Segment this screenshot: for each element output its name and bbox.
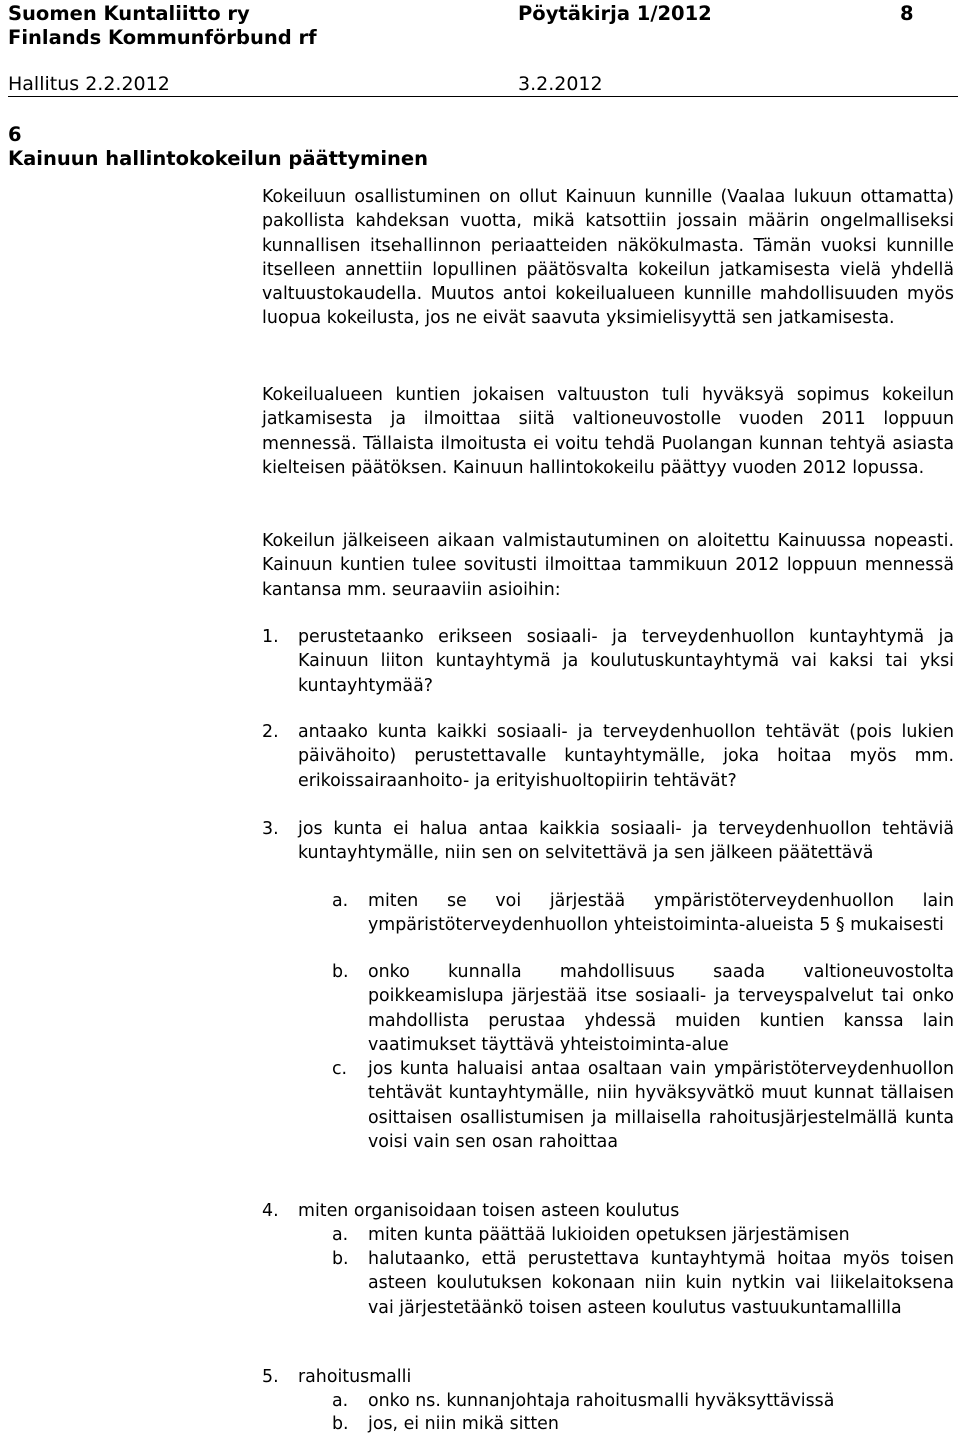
org-name-sv: Finlands Kommunförbund rf: [8, 26, 317, 49]
question-3a-text: miten se voi järjestää ympäristöterveydenhuollon lain ympäristöterveydenhuollon yhteistoiminta-alueista 5 § mukaisesti: [368, 891, 954, 936]
page-number: 8: [900, 2, 914, 25]
question-1-number: 1.: [262, 627, 279, 647]
question-2-number: 2.: [262, 722, 279, 742]
org-name-fi: Suomen Kuntaliitto ry: [8, 2, 250, 25]
section-number: 6: [8, 123, 22, 146]
question-3-text: jos kunta ei halua antaa kaikkia sosiaali- ja terveydenhuollon tehtäviä kuntayhtymälle, niin sen on selvitettävä ja sen jälkeen päätettävä: [298, 819, 954, 864]
question-4b-text: halutaanko, että perustettava kuntayhtymä hoitaa myös toisen asteen koulutuksen kokonaan niin kuin nytkin vai liikelaitoksena vai järjestetäänkö toisen asteen koulutus vastuukuntamallilla: [368, 1249, 954, 1318]
document-id: Pöytäkirja 1/2012: [518, 2, 712, 25]
question-1-text: perustetaanko erikseen sosiaali- ja terveydenhuollon kuntayhtymä ja Kainuun liiton kuntayhtymä ja koulutuskuntayhtymä vai kaksi tai yksi kuntayhtymää?: [298, 627, 954, 696]
question-5-number: 5.: [262, 1367, 279, 1387]
question-3c-text: jos kunta haluaisi antaa osaltaan vain ympäristöterveydenhuollon tehtävät kuntayhtymälle, niin hyväksyvätkö muut kunnat tällaisen osittaisen osallistumisen ja millaisella rahoitusjärjestelmällä kunta voisi vain sen osan rahoittaa: [368, 1059, 954, 1152]
question-2-text: antaako kunta kaikki sosiaali- ja terveydenhuollon tehtävät (pois lukien päivähoito) perustettavalle kuntayhtymälle, joka hoitaa myös mm. erikoissairaanhoito- ja erityishuoltopiirin tehtävät?: [298, 722, 954, 791]
question-5a-text: onko ns. kunnanjohtaja rahoitusmalli hyväksyttävissä: [368, 1391, 835, 1411]
question-5a-letter: a.: [332, 1391, 349, 1411]
section-title: Kainuun hallintokokeilun päättyminen: [8, 147, 429, 170]
question-5b-letter: b.: [332, 1414, 349, 1434]
paragraph-3: Kokeilun jälkeiseen aikaan valmistautuminen on aloitettu Kainuussa nopeasti. Kainuun kuntien tulee sovitusti ilmoittaa tammikuun 2012 loppuun mennessä kantansa mm. seuraaviin asioihin:: [262, 531, 954, 600]
question-3c-letter: c.: [332, 1059, 348, 1079]
header-rule: [8, 96, 958, 97]
paragraph-2: Kokeilualueen kuntien jokaisen valtuuston tuli hyväksyä sopimus kokeilun jatkamisesta ja ilmoittaa siitä valtioneuvostolle vuoden 2011 loppuun mennessä. Tällaista ilmoitusta ei voitu tehdä Puolangan kunnan tehtyä asiasta kielteisen päätöksen. Kainuun hallintokokeilu päättyy vuoden 2012 lopussa.: [262, 385, 954, 478]
question-4-number: 4.: [262, 1201, 279, 1221]
question-3a-letter: a.: [332, 891, 349, 911]
question-3b-text: onko kunnalla mahdollisuus saada valtioneuvostolta poikkeamislupa järjestää itse sosiaali- ja terveyspalvelut tai onko mahdollista perustaa yhdessä muiden kuntien kanssa lain vaatimukset täyttävä yhteistoiminta-alue: [368, 962, 954, 1055]
question-4a-letter: a.: [332, 1225, 349, 1245]
meeting-label: Hallitus 2.2.2012: [8, 73, 170, 95]
question-3b-letter: b.: [332, 962, 349, 982]
question-3-number: 3.: [262, 819, 279, 839]
question-4a-text: miten kunta päättää lukioiden opetuksen järjestämisen: [368, 1225, 850, 1245]
question-4b-letter: b.: [332, 1249, 349, 1269]
question-5b-text: jos, ei niin mikä sitten: [368, 1414, 559, 1434]
question-4-text: miten organisoidaan toisen asteen koulutus: [298, 1201, 680, 1221]
paragraph-1: Kokeiluun osallistuminen on ollut Kainuun kunnille (Vaalaa lukuun ottamatta) pakollista kahdeksan vuotta, mikä katsottiin jossain määrin ongelmalliseksi kunnallisen itsehallinnon periaatteiden näkökulmasta. Tämän vuoksi kunnille itselleen annettiin lopullinen päätösvalta kokeilun jatkamisesta vielä yhdellä valtuustokaudella. Muutos antoi kokeilualueen kunnille mahdollisuuden myös luopua kokeilusta, jos ne eivät saavuta yksimielisyyttä sen jatkamisesta.: [262, 187, 954, 329]
question-5-text: rahoitusmalli: [298, 1367, 412, 1387]
document-date: 3.2.2012: [518, 73, 603, 95]
